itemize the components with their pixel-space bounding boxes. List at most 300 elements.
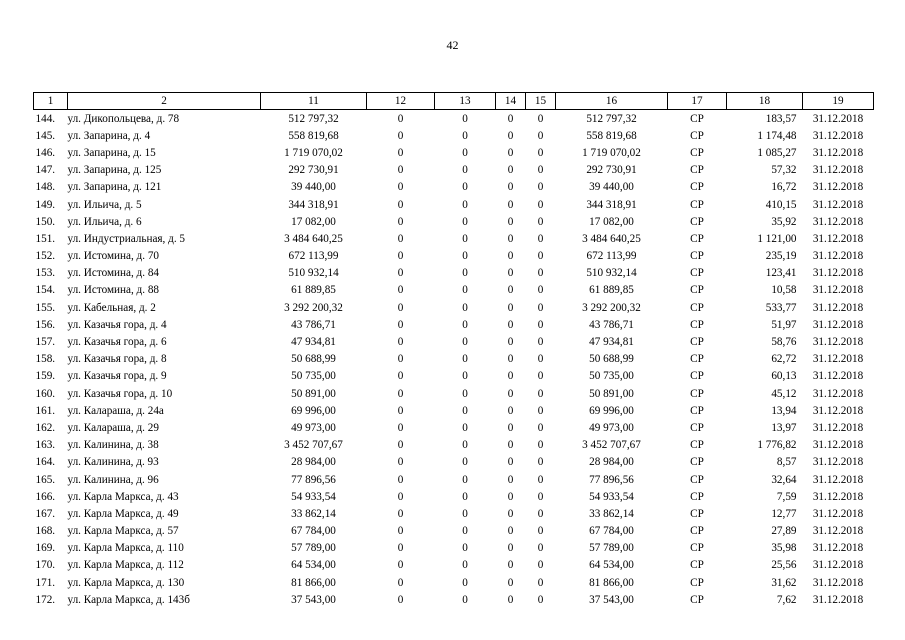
- cell-value-col-16: 28 984,00: [589, 456, 634, 469]
- cell-value-col-18: 32,64: [771, 473, 797, 486]
- cell-value-col-14: 0: [507, 439, 514, 452]
- cell-value-col-11: 43 786,71: [291, 318, 336, 331]
- cell-value-col-12: 0: [397, 559, 404, 572]
- cell-value-col-14: 0: [507, 576, 514, 589]
- cell-address: ул. Калараша, д. 29: [67, 421, 159, 434]
- column-header-12: 12: [367, 93, 435, 110]
- cell-value-col-18: 7,62: [776, 593, 797, 606]
- column-header-14: 14: [496, 93, 526, 110]
- cell-code-col-17: СР: [690, 284, 704, 297]
- cell-value-col-18: 45,12: [771, 387, 797, 400]
- cell-code-col-17: СР: [690, 559, 704, 572]
- cell-value-col-16: 47 934,81: [589, 336, 634, 349]
- cell-value-col-18: 13,97: [771, 421, 797, 434]
- cell-value-col-11: 344 318,91: [288, 198, 339, 211]
- table-body: [34, 110, 874, 609]
- header-row: [34, 93, 874, 110]
- cell-value-col-18: 1 085,27: [757, 146, 797, 159]
- cell-value-col-13: 0: [462, 301, 468, 314]
- cell-row-number: 172.: [35, 593, 56, 606]
- column-header-16: 16: [556, 93, 668, 110]
- cell-value-col-13: 0: [462, 318, 468, 331]
- cell-date-col-19: 31.12.2018: [812, 525, 864, 538]
- cell-value-col-12: 0: [397, 232, 404, 245]
- cell-date-col-19: 31.12.2018: [812, 387, 864, 400]
- cell-date-col-19: 31.12.2018: [812, 439, 864, 452]
- cell-value-col-12: 0: [397, 146, 404, 159]
- cell-code-col-17: СР: [690, 198, 704, 211]
- cell-date-col-19: 31.12.2018: [812, 129, 864, 142]
- cell-address: ул. Истомина, д. 88: [67, 284, 160, 297]
- cell-date-col-19: 31.12.2018: [812, 593, 864, 606]
- cell-value-col-11: 28 984,00: [291, 456, 336, 469]
- cell-code-col-17: СР: [690, 215, 704, 228]
- cell-value-col-14: 0: [507, 490, 514, 503]
- cell-value-col-18: 8,57: [776, 456, 797, 469]
- table-row: [34, 591, 874, 608]
- cell-value-col-12: 0: [397, 112, 404, 125]
- cell-row-number: 145.: [35, 129, 56, 142]
- cell-value-col-18: 58,76: [771, 336, 797, 349]
- cell-code-col-17: СР: [690, 370, 704, 383]
- cell-code-col-17: СР: [690, 250, 704, 263]
- cell-value-col-14: 0: [507, 507, 514, 520]
- cell-code-col-17: СР: [690, 112, 704, 125]
- cell-address: ул. Запарина, д. 125: [67, 164, 162, 177]
- cell-value-col-13: 0: [462, 129, 468, 142]
- cell-value-col-15: 0: [537, 559, 544, 572]
- cell-row-number: 162.: [35, 421, 56, 434]
- column-header-1: 1: [34, 93, 68, 110]
- cell-address: ул. Запарина, д. 121: [67, 181, 162, 194]
- cell-value-col-18: 31,62: [771, 576, 797, 589]
- cell-value-col-11: 69 996,00: [291, 404, 336, 417]
- cell-value-col-15: 0: [537, 146, 544, 159]
- cell-value-col-16: 3 484 640,25: [582, 232, 641, 245]
- cell-value-col-16: 50 891,00: [589, 387, 634, 400]
- cell-value-col-15: 0: [537, 301, 544, 314]
- cell-value-col-11: 77 896,56: [291, 473, 336, 486]
- cell-date-col-19: 31.12.2018: [812, 301, 864, 314]
- cell-address: ул. Калинина, д. 93: [67, 456, 159, 469]
- cell-row-number: 166.: [35, 490, 56, 503]
- cell-value-col-12: 0: [397, 593, 404, 606]
- cell-value-col-18: 1 174,48: [757, 129, 797, 142]
- cell-value-col-12: 0: [397, 456, 404, 469]
- cell-value-col-18: 7,59: [776, 490, 797, 503]
- cell-address: ул. Ильича, д. 5: [67, 198, 142, 211]
- cell-value-col-14: 0: [507, 525, 514, 538]
- cell-value-col-15: 0: [537, 112, 544, 125]
- cell-value-col-15: 0: [537, 439, 544, 452]
- cell-value-col-14: 0: [507, 593, 514, 606]
- table-row: [34, 402, 874, 419]
- cell-value-col-12: 0: [397, 267, 404, 280]
- cell-address: ул. Казачья гора, д. 8: [67, 353, 167, 366]
- cell-value-col-13: 0: [462, 439, 468, 452]
- cell-value-col-11: 54 933,54: [291, 490, 336, 503]
- table-row: [34, 505, 874, 522]
- cell-value-col-13: 0: [462, 593, 468, 606]
- column-header-17: 17: [668, 93, 727, 110]
- cell-date-col-19: 31.12.2018: [812, 250, 864, 263]
- cell-value-col-14: 0: [507, 232, 514, 245]
- cell-value-col-11: 49 973,00: [291, 421, 336, 434]
- table-row: [34, 299, 874, 316]
- cell-address: ул. Казачья гора, д. 6: [67, 336, 167, 349]
- cell-value-col-16: 77 896,56: [589, 473, 634, 486]
- cell-date-col-19: 31.12.2018: [812, 404, 864, 417]
- cell-value-col-14: 0: [507, 250, 514, 263]
- column-header-18: 18: [727, 93, 803, 110]
- data-table: [33, 92, 874, 608]
- cell-value-col-13: 0: [462, 490, 468, 503]
- cell-row-number: 147.: [35, 164, 56, 177]
- cell-value-col-13: 0: [462, 353, 468, 366]
- column-header-19: 19: [803, 93, 874, 110]
- table-row: [34, 351, 874, 368]
- cell-value-col-12: 0: [397, 181, 404, 194]
- cell-value-col-16: 67 784,00: [589, 525, 634, 538]
- cell-value-col-11: 57 789,00: [291, 542, 336, 555]
- column-header-15: 15: [526, 93, 556, 110]
- cell-value-col-11: 64 534,00: [291, 559, 336, 572]
- cell-value-col-14: 0: [507, 181, 514, 194]
- cell-value-col-12: 0: [397, 404, 404, 417]
- cell-value-col-14: 0: [507, 129, 514, 142]
- cell-value-col-11: 50 735,00: [291, 370, 336, 383]
- cell-value-col-12: 0: [397, 129, 404, 142]
- cell-value-col-12: 0: [397, 421, 404, 434]
- cell-value-col-12: 0: [397, 250, 404, 263]
- cell-value-col-15: 0: [537, 198, 544, 211]
- cell-value-col-18: 183,57: [765, 112, 797, 125]
- cell-address: ул. Дикопольцева, д. 78: [67, 112, 180, 125]
- cell-value-col-16: 3 452 707,67: [582, 439, 641, 452]
- cell-value-col-13: 0: [462, 404, 468, 417]
- cell-date-col-19: 31.12.2018: [812, 421, 864, 434]
- cell-value-col-16: 81 866,00: [589, 576, 634, 589]
- cell-code-col-17: СР: [690, 336, 704, 349]
- cell-value-col-15: 0: [537, 129, 544, 142]
- cell-value-col-14: 0: [507, 404, 514, 417]
- table-header: [34, 93, 874, 110]
- cell-date-col-19: 31.12.2018: [812, 198, 864, 211]
- cell-value-col-11: 558 819,68: [288, 129, 339, 142]
- cell-value-col-12: 0: [397, 576, 404, 589]
- cell-value-col-18: 16,72: [771, 181, 797, 194]
- table-row: [34, 127, 874, 144]
- cell-value-col-13: 0: [462, 387, 468, 400]
- cell-value-col-15: 0: [537, 576, 544, 589]
- cell-value-col-12: 0: [397, 336, 404, 349]
- cell-value-col-11: 512 797,32: [288, 112, 339, 125]
- cell-value-col-11: 61 889,85: [291, 284, 336, 297]
- table-row: [34, 454, 874, 471]
- cell-value-col-13: 0: [462, 181, 468, 194]
- cell-value-col-11: 3 452 707,67: [284, 439, 343, 452]
- cell-value-col-11: 3 292 200,32: [284, 301, 343, 314]
- table-row: [34, 419, 874, 436]
- table-row: [34, 523, 874, 540]
- cell-code-col-17: СР: [690, 593, 704, 606]
- cell-value-col-12: 0: [397, 525, 404, 538]
- cell-value-col-16: 344 318,91: [586, 198, 637, 211]
- cell-value-col-11: 3 484 640,25: [284, 232, 343, 245]
- page-number: 42: [446, 38, 459, 52]
- cell-value-col-15: 0: [537, 215, 544, 228]
- cell-value-col-15: 0: [537, 250, 544, 263]
- cell-value-col-13: 0: [462, 456, 468, 469]
- cell-date-col-19: 31.12.2018: [812, 112, 864, 125]
- cell-address: ул. Истомина, д. 84: [67, 267, 160, 280]
- cell-value-col-16: 57 789,00: [589, 542, 634, 555]
- cell-row-number: 164.: [35, 456, 56, 469]
- cell-value-col-12: 0: [397, 318, 404, 331]
- cell-code-col-17: СР: [690, 525, 704, 538]
- table-row: [34, 557, 874, 574]
- cell-value-col-11: 67 784,00: [291, 525, 336, 538]
- cell-value-col-15: 0: [537, 181, 544, 194]
- cell-value-col-15: 0: [537, 507, 544, 520]
- cell-value-col-16: 43 786,71: [589, 318, 634, 331]
- cell-value-col-15: 0: [537, 284, 544, 297]
- table-row: [34, 333, 874, 350]
- cell-address: ул. Казачья гора, д. 4: [67, 318, 167, 331]
- cell-value-col-18: 35,92: [771, 215, 797, 228]
- cell-row-number: 160.: [35, 387, 56, 400]
- cell-date-col-19: 31.12.2018: [812, 559, 864, 572]
- cell-value-col-12: 0: [397, 439, 404, 452]
- cell-value-col-14: 0: [507, 284, 514, 297]
- cell-value-col-16: 672 113,99: [586, 250, 637, 263]
- cell-value-col-11: 47 934,81: [291, 336, 336, 349]
- cell-value-col-13: 0: [462, 215, 468, 228]
- cell-value-col-18: 10,58: [771, 284, 797, 297]
- cell-value-col-14: 0: [507, 456, 514, 469]
- cell-value-col-15: 0: [537, 318, 544, 331]
- cell-value-col-13: 0: [462, 421, 468, 434]
- cell-value-col-14: 0: [507, 370, 514, 383]
- cell-row-number: 148.: [35, 181, 56, 194]
- cell-value-col-12: 0: [397, 542, 404, 555]
- table-row: [34, 144, 874, 161]
- cell-date-col-19: 31.12.2018: [812, 336, 864, 349]
- cell-address: ул. Калинина, д. 38: [67, 439, 159, 452]
- cell-value-col-13: 0: [462, 473, 468, 486]
- cell-row-number: 158.: [35, 353, 56, 366]
- cell-value-col-13: 0: [462, 198, 468, 211]
- cell-address: ул. Запарина, д. 15: [67, 146, 156, 159]
- cell-date-col-19: 31.12.2018: [812, 232, 864, 245]
- cell-value-col-14: 0: [507, 421, 514, 434]
- cell-row-number: 144.: [35, 112, 56, 125]
- cell-value-col-14: 0: [507, 146, 514, 159]
- cell-value-col-13: 0: [462, 112, 468, 125]
- cell-code-col-17: СР: [690, 267, 704, 280]
- cell-code-col-17: СР: [690, 301, 704, 314]
- cell-date-col-19: 31.12.2018: [812, 164, 864, 177]
- table-row: [34, 488, 874, 505]
- cell-row-number: 170.: [35, 559, 56, 572]
- cell-value-col-12: 0: [397, 473, 404, 486]
- cell-value-col-13: 0: [462, 336, 468, 349]
- cell-row-number: 156.: [35, 318, 56, 331]
- cell-code-col-17: СР: [690, 490, 704, 503]
- cell-row-number: 149.: [35, 198, 56, 211]
- cell-code-col-17: СР: [690, 456, 704, 469]
- cell-date-col-19: 31.12.2018: [812, 507, 864, 520]
- cell-value-col-11: 672 113,99: [288, 250, 339, 263]
- cell-row-number: 146.: [35, 146, 56, 159]
- cell-date-col-19: 31.12.2018: [812, 542, 864, 555]
- cell-address: ул. Карла Маркса, д. 43: [67, 490, 179, 503]
- table-row: [34, 213, 874, 230]
- cell-address: ул. Ильича, д. 6: [67, 215, 142, 228]
- cell-value-col-15: 0: [537, 473, 544, 486]
- cell-value-col-15: 0: [537, 353, 544, 366]
- cell-row-number: 161.: [35, 404, 56, 417]
- column-header-13: 13: [435, 93, 496, 110]
- column-header-2: 2: [68, 93, 261, 110]
- cell-value-col-12: 0: [397, 215, 404, 228]
- cell-value-col-14: 0: [507, 318, 514, 331]
- cell-value-col-13: 0: [462, 559, 468, 572]
- cell-date-col-19: 31.12.2018: [812, 456, 864, 469]
- cell-value-col-13: 0: [462, 370, 468, 383]
- cell-address: ул. Казачья гора, д. 9: [67, 370, 167, 383]
- cell-address: ул. Запарина, д. 4: [67, 129, 151, 142]
- cell-date-col-19: 31.12.2018: [812, 215, 864, 228]
- cell-value-col-16: 17 082,00: [589, 215, 634, 228]
- cell-value-col-18: 27,89: [771, 525, 797, 538]
- cell-value-col-15: 0: [537, 456, 544, 469]
- cell-address: ул. Калинина, д. 96: [67, 473, 159, 486]
- cell-row-number: 150.: [35, 215, 56, 228]
- cell-address: ул. Кабельная, д. 2: [67, 301, 156, 314]
- cell-value-col-15: 0: [537, 490, 544, 503]
- cell-row-number: 154.: [35, 284, 56, 297]
- cell-value-col-15: 0: [537, 404, 544, 417]
- cell-address: ул. Карла Маркса, д. 130: [67, 576, 185, 589]
- table-row: [34, 282, 874, 299]
- cell-value-col-15: 0: [537, 164, 544, 177]
- cell-value-col-15: 0: [537, 232, 544, 245]
- cell-address: ул. Калараша, д. 24а: [67, 404, 164, 417]
- table-row: [34, 248, 874, 265]
- cell-value-col-11: 33 862,14: [291, 507, 336, 520]
- cell-row-number: 165.: [35, 473, 56, 486]
- cell-value-col-13: 0: [462, 284, 468, 297]
- cell-address: ул. Карла Маркса, д. 112: [67, 559, 184, 572]
- cell-value-col-18: 533,77: [765, 301, 797, 314]
- cell-value-col-16: 1 719 070,02: [582, 146, 641, 159]
- cell-date-col-19: 31.12.2018: [812, 353, 864, 366]
- cell-value-col-14: 0: [507, 198, 514, 211]
- cell-value-col-14: 0: [507, 353, 514, 366]
- cell-value-col-12: 0: [397, 353, 404, 366]
- table-row: [34, 385, 874, 402]
- cell-date-col-19: 31.12.2018: [812, 490, 864, 503]
- cell-value-col-18: 1 776,82: [757, 439, 797, 452]
- cell-row-number: 157.: [35, 336, 56, 349]
- cell-value-col-16: 64 534,00: [589, 559, 634, 572]
- cell-row-number: 155.: [35, 301, 56, 314]
- cell-value-col-16: 50 688,99: [589, 353, 634, 366]
- cell-code-col-17: СР: [690, 421, 704, 434]
- cell-value-col-12: 0: [397, 164, 404, 177]
- cell-address: ул. Казачья гора, д. 10: [67, 387, 173, 400]
- cell-value-col-11: 50 688,99: [291, 353, 336, 366]
- cell-value-col-18: 1 121,00: [757, 232, 797, 245]
- cell-code-col-17: СР: [690, 146, 704, 159]
- cell-date-col-19: 31.12.2018: [812, 473, 864, 486]
- cell-value-col-14: 0: [507, 301, 514, 314]
- cell-value-col-15: 0: [537, 370, 544, 383]
- cell-value-col-18: 60,13: [771, 370, 797, 383]
- cell-address: ул. Карла Маркса, д. 49: [67, 507, 179, 520]
- cell-code-col-17: СР: [690, 387, 704, 400]
- cell-value-col-16: 50 735,00: [589, 370, 634, 383]
- cell-date-col-19: 31.12.2018: [812, 318, 864, 331]
- cell-value-col-15: 0: [537, 387, 544, 400]
- cell-code-col-17: СР: [690, 507, 704, 520]
- cell-value-col-13: 0: [462, 542, 468, 555]
- cell-value-col-13: 0: [462, 267, 468, 280]
- cell-value-col-13: 0: [462, 576, 468, 589]
- cell-row-number: 169.: [35, 542, 56, 555]
- cell-value-col-16: 61 889,85: [589, 284, 634, 297]
- cell-value-col-11: 37 543,00: [291, 593, 336, 606]
- cell-value-col-18: 51,97: [771, 318, 797, 331]
- cell-value-col-14: 0: [507, 112, 514, 125]
- cell-value-col-12: 0: [397, 387, 404, 400]
- cell-value-col-11: 510 932,14: [288, 267, 339, 280]
- cell-value-col-18: 35,98: [771, 542, 797, 555]
- cell-value-col-16: 69 996,00: [589, 404, 634, 417]
- table-row: [34, 230, 874, 247]
- cell-value-col-18: 62,72: [771, 353, 797, 366]
- cell-value-col-16: 512 797,32: [586, 112, 637, 125]
- cell-value-col-11: 50 891,00: [291, 387, 336, 400]
- cell-value-col-13: 0: [462, 232, 468, 245]
- cell-row-number: 171.: [35, 576, 56, 589]
- cell-value-col-18: 235,19: [765, 250, 797, 263]
- cell-value-col-15: 0: [537, 336, 544, 349]
- cell-value-col-18: 13,94: [771, 404, 797, 417]
- cell-row-number: 151.: [35, 232, 56, 245]
- cell-value-col-18: 123,41: [765, 267, 797, 280]
- cell-value-col-16: 39 440,00: [589, 181, 634, 194]
- cell-value-col-16: 558 819,68: [586, 129, 637, 142]
- cell-value-col-15: 0: [537, 593, 544, 606]
- cell-row-number: 163.: [35, 439, 56, 452]
- cell-value-col-12: 0: [397, 198, 404, 211]
- cell-value-col-12: 0: [397, 284, 404, 297]
- cell-code-col-17: СР: [690, 404, 704, 417]
- cell-address: ул. Истомина, д. 70: [67, 250, 160, 263]
- table-row: [34, 162, 874, 179]
- cell-code-col-17: СР: [690, 473, 704, 486]
- table-row: [34, 437, 874, 454]
- cell-value-col-14: 0: [507, 473, 514, 486]
- cell-value-col-14: 0: [507, 267, 514, 280]
- cell-value-col-16: 510 932,14: [586, 267, 637, 280]
- cell-code-col-17: СР: [690, 164, 704, 177]
- cell-row-number: 152.: [35, 250, 56, 263]
- table-row: [34, 316, 874, 333]
- cell-value-col-16: 292 730,91: [586, 164, 637, 177]
